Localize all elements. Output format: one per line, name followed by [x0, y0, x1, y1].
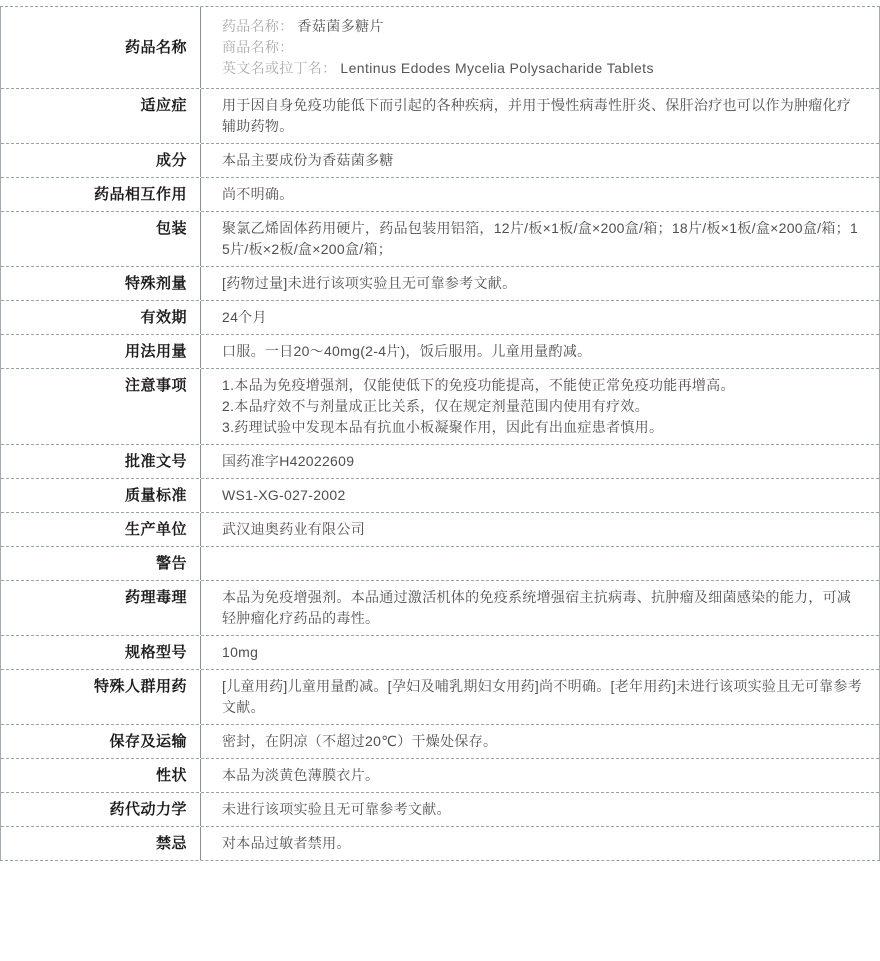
row-content: 对本品过敏者禁用。 [222, 835, 351, 851]
row-content: 聚氯乙烯固体药用硬片，药品包装用铝箔，12片/板×1板/盒×200盒/箱；18片/板×1板/盒×200盒/箱；15片/板×2板/盒×200盒/箱； [222, 220, 859, 257]
table-row-pharmacology-toxicology [1, 581, 879, 636]
field-value: Lentinus Edodes Mycelia Polysacharide Tablets [340, 60, 654, 76]
table-row-shelf-life [1, 301, 879, 335]
row-label: 成分 [1, 144, 201, 177]
row-label: 禁忌 [1, 827, 201, 860]
table-row-indications [1, 89, 879, 144]
row-content: 未进行该项实验且无可靠参考文献。 [222, 801, 451, 817]
table-row-contraindications [1, 827, 879, 860]
row-label: 批准文号 [1, 445, 201, 478]
trade-name-line [222, 37, 865, 58]
row-label: 保存及运输 [1, 725, 201, 758]
row-content: 本品主要成份为香菇菌多糖 [222, 152, 394, 168]
row-label: 用法用量 [1, 335, 201, 368]
drug-name-line [222, 16, 865, 37]
bottom-whitespace [0, 861, 880, 961]
row-label: 质量标准 [1, 479, 201, 512]
row-content: 用于因自身免疫功能低下而引起的各种疾病，并用于慢性病毒性肝炎、保肝治疗也可以作为肿瘤化疗辅助药物。 [222, 97, 852, 134]
table-row-drug-name [1, 7, 879, 89]
row-content: 本品为淡黄色薄膜衣片。 [222, 767, 380, 783]
field-value: 香菇菌多糖片 [297, 18, 384, 34]
table-row-specification [1, 636, 879, 670]
row-label: 药理毒理 [1, 581, 201, 635]
table-row-quality-standard [1, 479, 879, 513]
table-row-storage-transport [1, 725, 879, 759]
row-label: 药品名称 [1, 7, 201, 88]
table-row-packaging [1, 212, 879, 267]
row-content: 10mg [222, 644, 259, 660]
table-row-dosage-administration [1, 335, 879, 369]
row-content: 尚不明确。 [222, 186, 294, 202]
table-row-special-populations [1, 670, 879, 725]
row-content [201, 547, 879, 580]
row-content: 密封，在阴凉（不超过20℃）干燥处保存。 [222, 733, 498, 749]
table-row-approval-number [1, 445, 879, 479]
field-label: 药品名称： [222, 18, 294, 34]
table-row-appearance [1, 759, 879, 793]
row-label: 药代动力学 [1, 793, 201, 826]
row-label: 生产单位 [1, 513, 201, 546]
row-label: 药品相互作用 [1, 178, 201, 211]
row-content: 24个月 [222, 309, 267, 325]
row-label: 规格型号 [1, 636, 201, 669]
row-label: 性状 [1, 759, 201, 792]
drug-info-table [0, 6, 880, 861]
row-label: 特殊人群用药 [1, 670, 201, 724]
row-label: 注意事项 [1, 369, 201, 444]
row-label: 特殊剂量 [1, 267, 201, 300]
row-label: 警告 [1, 547, 201, 580]
field-label: 英文名或拉丁名： [222, 60, 337, 76]
table-row-special-dosage [1, 267, 879, 301]
row-content: [儿童用药]儿童用量酌减。[孕妇及哺乳期妇女用药]尚不明确。[老年用药]未进行该项实验且无可靠参考文献。 [222, 678, 863, 715]
table-row-precautions [1, 369, 879, 445]
table-row-ingredients [1, 144, 879, 178]
table-row-drug-interactions [1, 178, 879, 212]
row-content: 国药准字H42022609 [222, 453, 355, 469]
table-row-pharmacokinetics [1, 793, 879, 827]
row-label: 有效期 [1, 301, 201, 334]
row-label: 适应症 [1, 89, 201, 143]
table-row-manufacturer [1, 513, 879, 547]
row-content: 口服。一日20～40mg(2-4片)，饭后服用。儿童用量酌减。 [222, 343, 592, 359]
row-label: 包装 [1, 212, 201, 266]
field-label: 商品名称： [222, 39, 294, 55]
row-content: WS1-XG-027-2002 [222, 487, 346, 503]
row-content: 1.本品为免疫增强剂，仅能使低下的免疫功能提高，不能使正常免疫功能再增高。 2.本品疗效不与剂量成正比关系，仅在规定剂量范围内使用有疗效。 3.药理试验中发现本品有抗血小板凝聚作用，因此有出血症患者慎用。 [222, 377, 735, 435]
row-content: 武汉迪奥药业有限公司 [222, 521, 365, 537]
table-row-warning [1, 547, 879, 581]
english-name-line [222, 58, 865, 79]
row-content: [药物过量]未进行该项实验且无可靠参考文献。 [222, 275, 517, 291]
row-content: 本品为免疫增强剂。本品通过激活机体的免疫系统增强宿主抗病毒、抗肿瘤及细菌感染的能力，可减轻肿瘤化疗药品的毒性。 [222, 589, 852, 626]
row-content [201, 7, 879, 88]
